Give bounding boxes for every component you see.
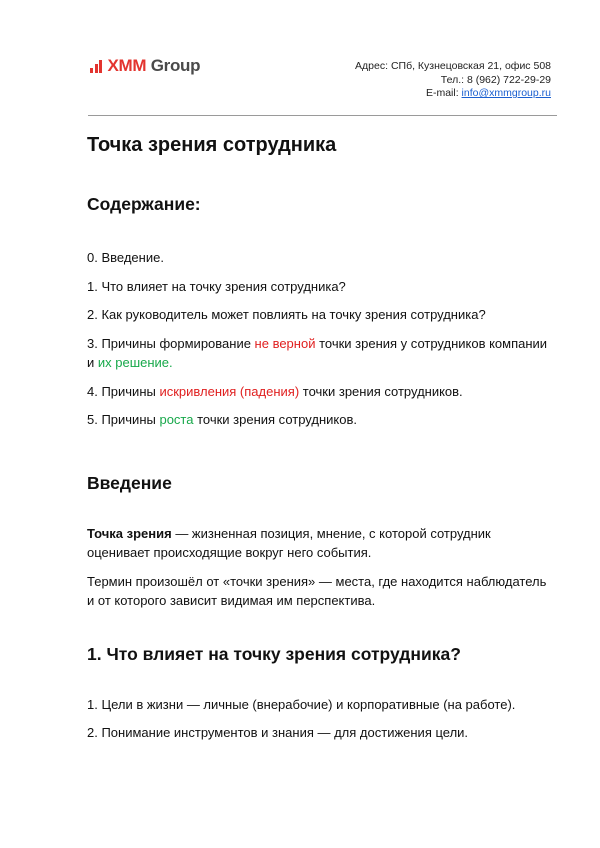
section1-item-2: 2. Понимание инструментов и знания — для достижения цели.	[87, 725, 469, 740]
toc-item-1: 1. Что влияет на точку зрения сотрудника?	[87, 278, 346, 294]
toc-item-5-pre: 5. Причины	[87, 412, 160, 427]
section1-heading: 1. Что влияет на точку зрения сотрудника?	[87, 643, 461, 664]
logo-name: Group	[150, 56, 201, 75]
address-line: Адрес: СПб, Кузнецовская 21, офис 508	[355, 60, 551, 72]
toc-item-5	[87, 410, 557, 430]
definition-term: Точка зрения	[87, 525, 172, 541]
bar-chart-icon	[90, 60, 104, 73]
logo-text	[108, 56, 201, 76]
email-line	[355, 87, 551, 101]
toc-heading: Содержание:	[87, 194, 201, 214]
toc-item-4-red: искривления (падения)	[159, 383, 300, 399]
toc-item-3-green: их решение.	[97, 355, 173, 370]
phone-line: Тел.: 8 (962) 722-29-29	[440, 73, 551, 86]
toc-item-5-green: роста	[159, 412, 194, 427]
toc-item-4-post: точки зрения сотрудников.	[299, 383, 463, 399]
email-link[interactable]: info@xmmgroup.ru	[461, 87, 551, 99]
toc-item-3-red: не верной	[254, 335, 316, 351]
toc-item-4	[87, 382, 557, 402]
toc-item-5-post: точки зрения сотрудников.	[193, 412, 357, 427]
toc-item-0: 0. Введение.	[87, 250, 164, 265]
toc-item-3-pre: 3. Причины формирование	[87, 335, 255, 351]
document-body	[87, 130, 557, 743]
toc-item-3	[87, 334, 557, 373]
header-divider	[88, 115, 557, 116]
intro-heading: Введение	[87, 472, 172, 493]
logo-mark: XMM	[107, 56, 147, 75]
page-title: Точка зрения сотрудника	[87, 134, 337, 156]
toc-item-2: 2. Как руководитель может повлиять на точку зрения сотрудника?	[87, 307, 486, 322]
toc-item-4-pre: 4. Причины	[87, 383, 160, 399]
intro-definition	[87, 524, 557, 563]
company-logo	[90, 56, 200, 76]
definition-text: — жизненная позиция, мнение, с которой сотрудник оценивает происходящие вокруг него события.	[87, 525, 491, 560]
email-label: E-mail:	[425, 87, 459, 99]
toc-item-3-mid: точки зрения у сотрудников компании и	[87, 335, 548, 370]
contact-block	[355, 60, 551, 101]
intro-origin: Термин произошёл от «точки зрения» — места, где находится наблюдатель и от которого зависит видимая им перспектива.	[87, 573, 547, 608]
section1-item-1: 1. Цели в жизни — личные (внерабочие) и корпоративные (на работе).	[87, 696, 516, 712]
